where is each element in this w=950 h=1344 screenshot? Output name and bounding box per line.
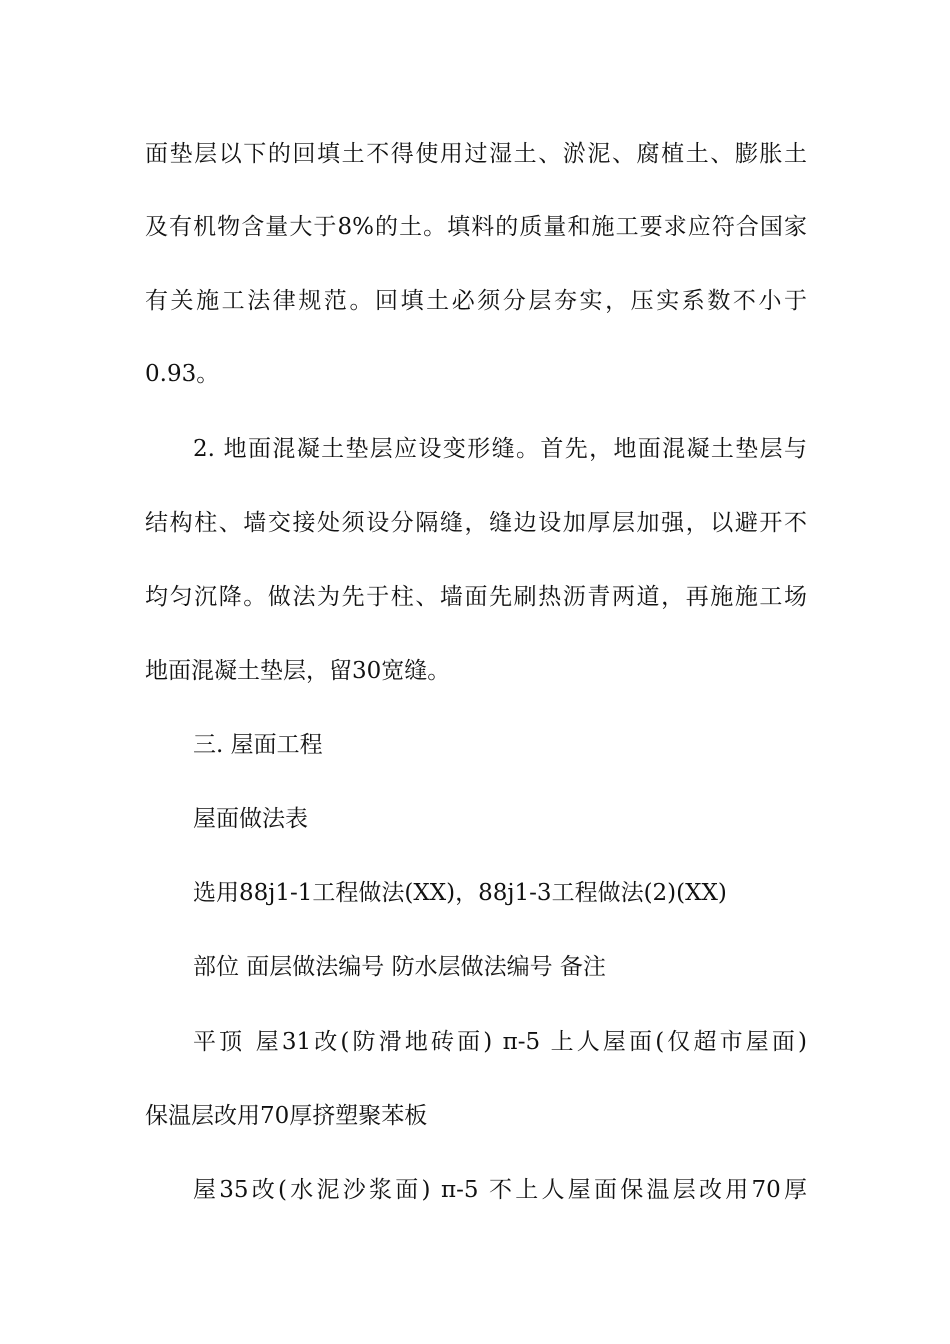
section-heading: 三. 屋面工程 <box>193 732 323 758</box>
paragraph-line: 面垫层以下的回填土不得使用过湿土、淤泥、腐植土、膨胀土 <box>145 141 807 167</box>
paragraph-line: 选用88j1-1工程做法(XX)，88j1-3工程做法(2)(XX) <box>193 880 727 906</box>
paragraph-line: 及有机物含量大于8%的土。填料的质量和施工要求应符合国家 <box>145 214 807 240</box>
paragraph-line: 地面混凝土垫层，留30宽缝。 <box>145 658 451 684</box>
paragraph-line: 有关施工法律规范。回填土必须分层夯实，压实系数不小于 <box>145 288 807 314</box>
table-row-line: 保温层改用70厚挤塑聚苯板 <box>145 1103 428 1129</box>
table-header-line: 部位 面层做法编号 防水层做法编号 备注 <box>193 954 606 980</box>
paragraph-line: 结构柱、墙交接处须设分隔缝，缝边设加厚层加强，以避开不 <box>145 510 807 536</box>
table-row-line: 平顶 屋31改(防滑地砖面) π-5 上人屋面(仅超市屋面) <box>193 1029 807 1055</box>
paragraph-line: 0.93。 <box>145 361 220 387</box>
table-title: 屋面做法表 <box>193 806 308 832</box>
table-row-line: 屋35改(水泥沙浆面) π-5 不上人屋面保温层改用70厚 <box>193 1177 807 1203</box>
paragraph-line: 2. 地面混凝土垫层应设变形缝。首先，地面混凝土垫层与 <box>193 436 807 462</box>
paragraph-line: 均匀沉降。做法为先于柱、墙面先刷热沥青两道，再施施工场 <box>145 584 807 610</box>
